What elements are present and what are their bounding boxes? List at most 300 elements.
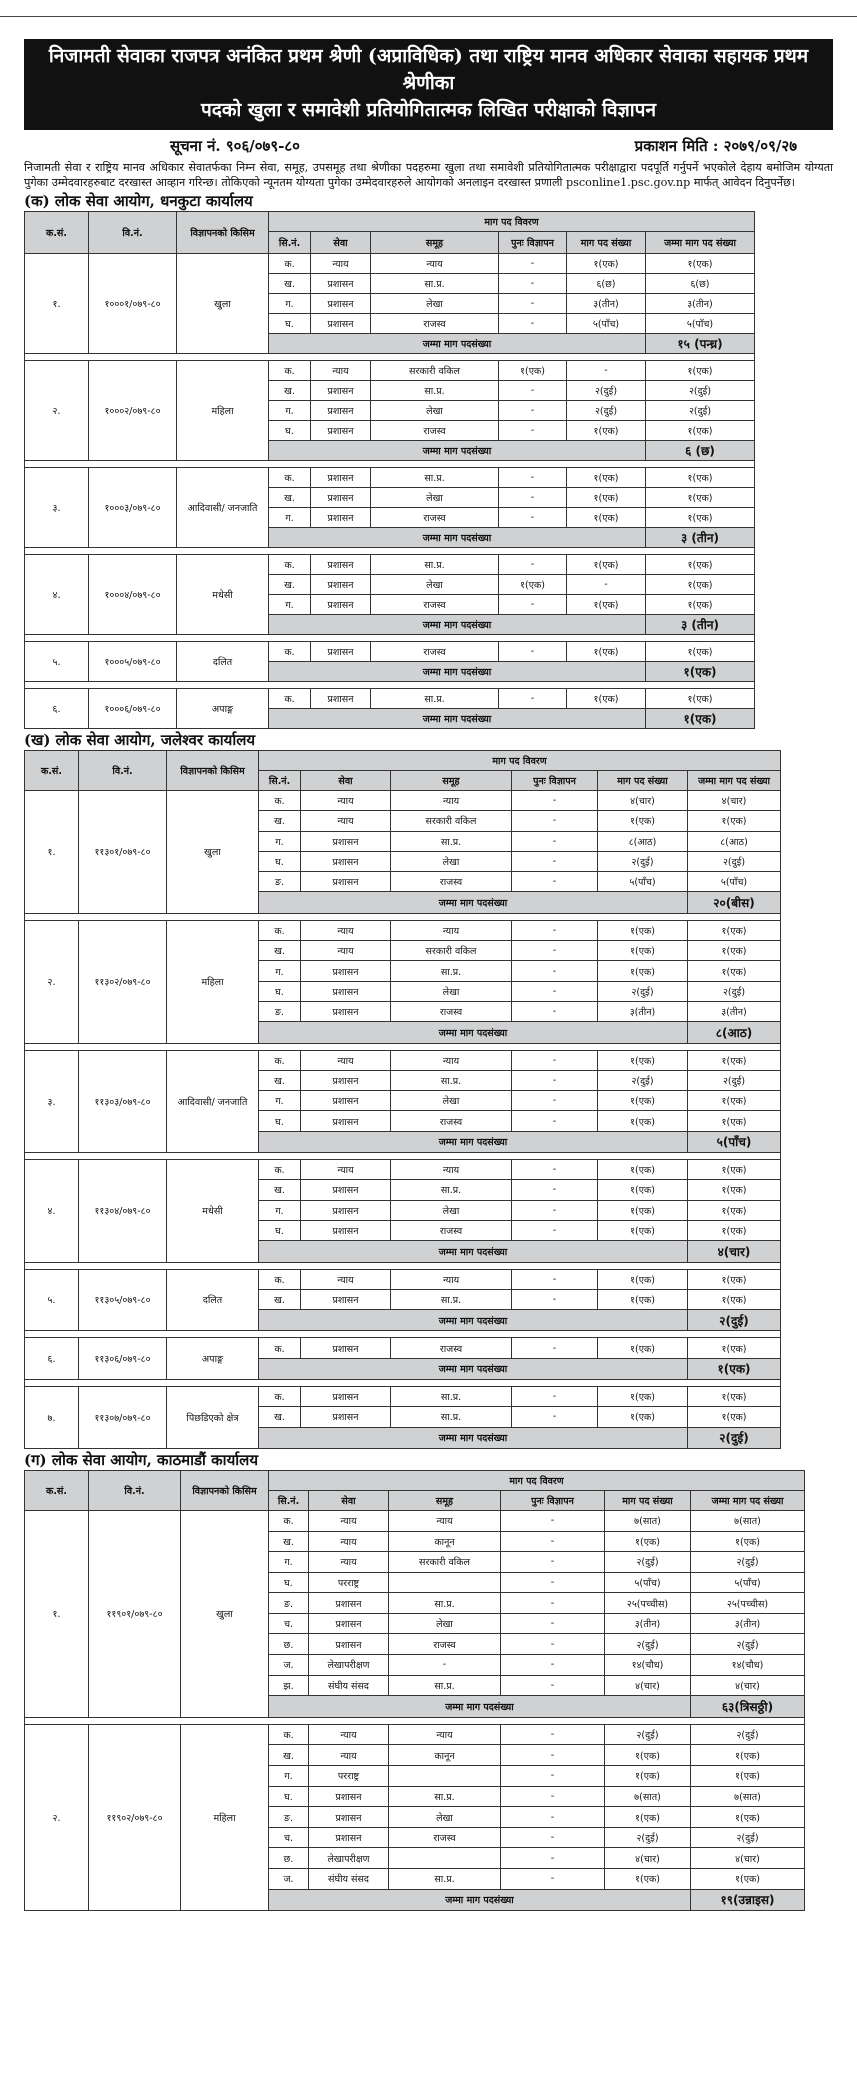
readvert-cell: - — [499, 274, 567, 294]
demand-count-cell: १(एक) — [598, 1091, 688, 1111]
readvert-cell: - — [501, 1593, 605, 1614]
advert-number-cell: १०००२/०७९-८० — [89, 361, 177, 461]
advert-type-cell: आदिवासी/ जनजाति — [167, 1050, 259, 1152]
total-count-cell: १(एक) — [688, 920, 781, 940]
demand-count-cell: १(एक) — [567, 508, 646, 528]
advert-number-cell: ११३०२/०७९-८० — [79, 920, 167, 1043]
sub-serial-cell: घ. — [269, 421, 311, 441]
service-cell: न्याय — [309, 1745, 389, 1766]
service-cell: प्रशासन — [311, 401, 371, 421]
service-cell: परराष्ट्र — [309, 1766, 389, 1787]
group-cell: सा.प्र. — [371, 555, 499, 575]
service-cell: संघीय संसद — [309, 1869, 389, 1890]
readvert-cell: - — [512, 851, 598, 871]
total-label: जम्मा माग पदसंख्या — [269, 528, 646, 548]
section-title: (ख) लोक सेवा आयोग, जलेश्वर कार्यालय — [24, 731, 256, 749]
readvert-cell: - — [512, 1289, 598, 1309]
serial-cell: २. — [25, 920, 79, 1043]
table-row — [25, 1338, 781, 1358]
service-cell: प्रशासन — [301, 1289, 391, 1309]
service-cell: प्रशासन — [311, 595, 371, 615]
advert-number-cell: १०००३/०७९-८० — [89, 468, 177, 548]
demand-count-cell: १(एक) — [605, 1869, 691, 1890]
readvert-cell: - — [499, 595, 567, 615]
advert-type-cell: महिला — [181, 1724, 269, 1910]
group-cell: सा.प्र. — [391, 1387, 512, 1407]
service-cell: प्रशासन — [301, 1338, 391, 1358]
sub-serial-cell: ख. — [269, 488, 311, 508]
total-count-cell: २(दुई) — [646, 401, 755, 421]
table-row — [25, 1160, 781, 1180]
total-value: ५(पाँच) — [688, 1131, 781, 1152]
demand-count-cell: १(एक) — [567, 488, 646, 508]
total-label: जम्मा माग पदसंख्या — [259, 1310, 688, 1331]
sub-serial-cell: ख. — [259, 1070, 301, 1090]
service-cell: प्रशासन — [311, 642, 371, 662]
service-cell: प्रशासन — [301, 1200, 391, 1220]
header-demand-count: माग पद संख्या — [598, 771, 688, 791]
group-cell: सरकारी वकिल — [371, 361, 499, 381]
service-cell: प्रशासन — [301, 831, 391, 851]
sub-serial-cell: ग. — [269, 294, 311, 314]
block-spacer — [25, 548, 755, 555]
total-label: जम्मा माग पदसंख्या — [259, 892, 688, 913]
sub-serial-cell: ख. — [269, 381, 311, 401]
group-cell: लेखा — [371, 294, 499, 314]
sub-serial-cell: ख. — [269, 575, 311, 595]
header-total-count: जम्मा माग पद संख्या — [688, 771, 781, 791]
intro-paragraph: निजामती सेवा र राष्ट्रिय मानव अधिकार सेवातर्फका निम्न सेवा, समूह, उपसमूह तथा श्रेणीका पदहरुमा खुला तथा समावेशी प्रतियोगितात्मक परीक्षाद्वारा पदपूर्ति गर्नुपर्ने भएकोले देहाय बमोजिम योग्यता पुगेका उम्मेदवारहरुबाट दरखास्त आव्हान गरिन्छ। तोकिएको न्यूनतम योग्यता पुगेका उम्मेदवारहरुले आयोगको अनलाइन दरखास्त प्रणाली psconline1.psc.gov.np मार्फत् आवेदन दिनुपर्नेछ। — [24, 161, 833, 189]
service-cell: प्रशासन — [301, 961, 391, 981]
group-cell: सा.प्र. — [389, 1869, 501, 1890]
readvert-cell: - — [512, 1180, 598, 1200]
service-cell: न्याय — [309, 1531, 389, 1552]
block-spacer — [25, 1262, 781, 1269]
advert-type-cell: अपाङ्ग — [167, 1338, 259, 1380]
advert-type-cell: अपाङ्ग — [177, 689, 269, 729]
header-vn: वि.नं. — [89, 212, 177, 254]
total-label: जम्मा माग पदसंख्या — [269, 615, 646, 635]
sub-serial-cell: क. — [259, 1338, 301, 1358]
total-count-cell: १(एक) — [688, 1387, 781, 1407]
group-cell: राजस्व — [371, 314, 499, 334]
total-count-cell: २(दुई) — [688, 851, 781, 871]
readvert-cell: - — [501, 1766, 605, 1787]
banner-line-1: निजामती सेवाका राजपत्र अनंकित प्रथम श्रेणी (अप्राविधिक) तथा राष्ट्रिय मानव अधिकार सेवाका सहायक प्रथम श्रेणीका — [48, 45, 809, 94]
header-sn: सि.नं. — [259, 771, 301, 791]
demand-count-cell: १(एक) — [605, 1531, 691, 1552]
demand-count-cell: २(दुई) — [605, 1827, 691, 1848]
readvert-cell: - — [512, 1091, 598, 1111]
advert-number-cell: १०००१/०७९-८० — [89, 254, 177, 354]
demand-table — [24, 211, 755, 729]
spacer-cell — [25, 461, 755, 468]
readvert-cell: - — [501, 1724, 605, 1745]
group-cell: सा.प्र. — [371, 689, 499, 709]
header-service: सेवा — [309, 1490, 389, 1510]
sub-serial-cell: ङ. — [259, 1001, 301, 1021]
readvert-cell: - — [512, 1001, 598, 1021]
total-count-cell: १(एक) — [688, 1200, 781, 1220]
total-label: जम्मा माग पदसंख्या — [259, 1427, 688, 1448]
service-cell: प्रशासन — [311, 314, 371, 334]
total-value: १(एक) — [688, 1358, 781, 1379]
readvert-cell: - — [512, 981, 598, 1001]
service-cell: न्याय — [301, 791, 391, 811]
readvert-cell: - — [499, 294, 567, 314]
block-spacer — [25, 354, 755, 361]
group-cell: सा.प्र. — [391, 961, 512, 981]
total-value: ८(आठ) — [688, 1022, 781, 1043]
total-count-cell: १(एक) — [691, 1869, 805, 1890]
sub-serial-cell: ख. — [259, 1289, 301, 1309]
group-cell: सा.प्र. — [371, 468, 499, 488]
table-row — [25, 361, 755, 381]
group-cell: कानून — [389, 1745, 501, 1766]
group-cell: राजस्व — [391, 1220, 512, 1240]
block-spacer — [25, 1043, 781, 1050]
sub-serial-cell: ज. — [269, 1869, 309, 1890]
sub-serial-cell: ख. — [259, 1180, 301, 1200]
readvert-cell: १(एक) — [499, 361, 567, 381]
group-cell: सा.प्र. — [391, 831, 512, 851]
section-title: (क) लोक सेवा आयोग, धनकुटा कार्यालय — [24, 192, 253, 210]
service-cell: न्याय — [301, 811, 391, 831]
spacer-cell — [25, 1262, 781, 1269]
total-count-cell: ३(तीन) — [691, 1613, 805, 1634]
table-row — [25, 1269, 781, 1289]
group-cell: लेखा — [371, 401, 499, 421]
sub-serial-cell: क. — [269, 361, 311, 381]
demand-count-cell: - — [567, 575, 646, 595]
advert-number-cell: १०००४/०७९-८० — [89, 555, 177, 635]
demand-table — [24, 750, 781, 1449]
advert-type-cell: खुला — [167, 791, 259, 914]
total-value: १(एक) — [646, 709, 755, 729]
group-cell: सा.प्र. — [391, 1180, 512, 1200]
demand-count-cell: २(दुई) — [567, 381, 646, 401]
table-row — [25, 689, 755, 709]
service-cell: लेखापरीक्षण — [309, 1848, 389, 1869]
block-spacer — [25, 1331, 781, 1338]
group-cell: न्याय — [389, 1724, 501, 1745]
service-cell: प्रशासन — [309, 1634, 389, 1655]
total-label: जम्मा माग पदसंख्या — [269, 1889, 691, 1911]
demand-count-cell: ३(तीन) — [567, 294, 646, 314]
demand-count-cell: १(एक) — [598, 1289, 688, 1309]
readvert-cell: - — [501, 1869, 605, 1890]
advert-type-cell: पिछडिएको क्षेत्र — [167, 1387, 259, 1449]
service-cell: न्याय — [301, 941, 391, 961]
demand-count-cell: १(एक) — [567, 421, 646, 441]
header-demand-count: माग पद संख्या — [605, 1490, 691, 1510]
demand-count-cell: १(एक) — [605, 1766, 691, 1787]
group-cell: न्याय — [389, 1510, 501, 1531]
sub-serial-cell: घ. — [269, 314, 311, 334]
serial-cell: २. — [25, 1724, 89, 1910]
serial-cell: ५. — [25, 642, 89, 682]
table-row — [25, 1510, 805, 1531]
demand-count-cell: १(एक) — [598, 1111, 688, 1131]
service-cell: प्रशासन — [311, 689, 371, 709]
service-cell: न्याय — [309, 1510, 389, 1531]
total-count-cell: १(एक) — [646, 575, 755, 595]
demand-count-cell: ३(तीन) — [598, 1001, 688, 1021]
service-cell: परराष्ट्र — [309, 1572, 389, 1593]
advert-type-cell: खुला — [181, 1510, 269, 1717]
header-group: समूह — [389, 1490, 501, 1510]
demand-count-cell: २५(पच्चीस) — [605, 1593, 691, 1614]
group-cell: लेखा — [391, 1200, 512, 1220]
service-cell: प्रशासन — [301, 1180, 391, 1200]
sub-serial-cell: क. — [259, 1269, 301, 1289]
serial-cell: ४. — [25, 1160, 79, 1262]
block-spacer — [25, 1153, 781, 1160]
notice-line — [170, 136, 797, 156]
spacer-cell — [25, 913, 781, 920]
advert-number-cell: ११३०४/०७९-८० — [79, 1160, 167, 1262]
sub-serial-cell: ग. — [259, 831, 301, 851]
serial-cell: १. — [25, 1510, 89, 1717]
readvert-cell: - — [501, 1510, 605, 1531]
serial-cell: ७. — [25, 1387, 79, 1449]
group-cell: सा.प्र. — [389, 1786, 501, 1807]
readvert-cell: - — [499, 254, 567, 274]
demand-count-cell: ७(सात) — [605, 1786, 691, 1807]
header-sn: सि.नं. — [269, 1490, 309, 1510]
service-cell: प्रशासन — [311, 508, 371, 528]
header-service: सेवा — [311, 232, 371, 254]
header-total-count: जम्मा माग पद संख्या — [691, 1490, 805, 1510]
advert-type-cell: खुला — [177, 254, 269, 354]
advert-number-cell: ११९०२/०७९-८० — [89, 1724, 181, 1910]
readvert-cell: - — [499, 401, 567, 421]
readvert-cell: - — [501, 1807, 605, 1828]
total-count-cell: १(एक) — [646, 689, 755, 709]
serial-cell: ३. — [25, 1050, 79, 1152]
readvert-cell: - — [501, 1675, 605, 1696]
total-count-cell: २५(पच्चीस) — [691, 1593, 805, 1614]
group-cell: राजस्व — [391, 1111, 512, 1131]
group-cell: लेखा — [391, 851, 512, 871]
sub-serial-cell: क. — [259, 1050, 301, 1070]
header-demand-details: माग पद विवरण — [269, 212, 755, 232]
service-cell: प्रशासन — [309, 1593, 389, 1614]
sub-serial-cell: क. — [269, 642, 311, 662]
sub-serial-cell: ख. — [269, 274, 311, 294]
sub-serial-cell: क. — [259, 1160, 301, 1180]
advert-type-cell: आदिवासी/ जनजाति — [177, 468, 269, 548]
sub-serial-cell: क. — [259, 791, 301, 811]
header-vn: वि.नं. — [79, 751, 167, 791]
total-count-cell: २(दुई) — [688, 1070, 781, 1090]
serial-cell: १. — [25, 791, 79, 914]
sub-serial-cell: ख. — [269, 1531, 309, 1552]
total-label: जम्मा माग पदसंख्या — [269, 441, 646, 461]
total-label: जम्मा माग पदसंख्या — [259, 1241, 688, 1262]
demand-count-cell: २(दुई) — [598, 981, 688, 1001]
header-sn: सि.नं. — [269, 232, 311, 254]
group-cell: सरकारी वकिल — [389, 1552, 501, 1573]
sub-serial-cell: च. — [269, 1613, 309, 1634]
group-cell: न्याय — [391, 1050, 512, 1070]
sub-serial-cell: क. — [259, 920, 301, 940]
sub-serial-cell: ख. — [259, 1407, 301, 1427]
service-cell: प्रशासन — [301, 851, 391, 871]
group-cell: सा.प्र. — [389, 1593, 501, 1614]
demand-count-cell: १(एक) — [598, 1050, 688, 1070]
service-cell: प्रशासन — [309, 1786, 389, 1807]
readvert-cell: - — [512, 1407, 598, 1427]
sub-serial-cell: क. — [269, 689, 311, 709]
demand-count-cell: ५(पाँच) — [598, 872, 688, 892]
group-cell: लेखा — [391, 1091, 512, 1111]
sub-serial-cell: क. — [269, 1724, 309, 1745]
demand-count-cell: १(एक) — [598, 961, 688, 981]
service-cell: प्रशासन — [309, 1613, 389, 1634]
service-cell: न्याय — [301, 1160, 391, 1180]
sub-serial-cell: ङ. — [269, 1807, 309, 1828]
service-cell: प्रशासन — [311, 488, 371, 508]
demand-count-cell: ८(आठ) — [598, 831, 688, 851]
demand-count-cell: १४(चौध) — [605, 1655, 691, 1676]
total-count-cell: १(एक) — [691, 1807, 805, 1828]
total-value: १५ (पन्ध्र) — [646, 334, 755, 354]
demand-count-cell: २(दुई) — [605, 1634, 691, 1655]
service-cell: न्याय — [301, 1050, 391, 1070]
advert-number-cell: १०००६/०७९-८० — [89, 689, 177, 729]
spacer-cell — [25, 1043, 781, 1050]
service-cell: प्रशासन — [311, 381, 371, 401]
readvert-cell: १(एक) — [499, 575, 567, 595]
demand-count-cell: १(एक) — [598, 920, 688, 940]
total-count-cell: १(एक) — [688, 1338, 781, 1358]
block-spacer — [25, 1380, 781, 1387]
sub-serial-cell: घ. — [269, 1572, 309, 1593]
demand-count-cell: १(एक) — [605, 1745, 691, 1766]
total-label: जम्मा माग पदसंख्या — [269, 1696, 691, 1718]
advert-number-cell: ११९०१/०७९-८० — [89, 1510, 181, 1717]
header-readvert: पुनः विज्ञापन — [512, 771, 598, 791]
spacer-cell — [25, 354, 755, 361]
table-row — [25, 791, 781, 811]
advert-number-cell: ११३०१/०७९-८० — [79, 791, 167, 914]
service-cell: प्रशासन — [301, 1407, 391, 1427]
total-value: १९(उन्नाइस) — [691, 1889, 805, 1911]
block-spacer — [25, 1717, 805, 1724]
demand-count-cell: ४(चार) — [605, 1848, 691, 1869]
header-demand-details: माग पद विवरण — [269, 1470, 805, 1490]
total-count-cell: ७(सात) — [691, 1510, 805, 1531]
header-total-count: जम्मा माग पद संख्या — [646, 232, 755, 254]
sub-serial-cell: घ. — [259, 851, 301, 871]
advert-type-cell: महिला — [177, 361, 269, 461]
total-count-cell: ५(पाँच) — [688, 872, 781, 892]
sub-serial-cell: ज. — [269, 1655, 309, 1676]
demand-count-cell: ३(तीन) — [605, 1613, 691, 1634]
total-count-cell: ४(चार) — [691, 1848, 805, 1869]
total-count-cell: १(एक) — [646, 642, 755, 662]
readvert-cell: - — [512, 811, 598, 831]
sub-serial-cell: क. — [259, 1387, 301, 1407]
readvert-cell: - — [512, 961, 598, 981]
total-label: जम्मा माग पदसंख्या — [269, 662, 646, 682]
sub-serial-cell: ग. — [259, 961, 301, 981]
header-service: सेवा — [301, 771, 391, 791]
spacer-cell — [25, 635, 755, 642]
header-group: समूह — [371, 232, 499, 254]
group-cell: लेखा — [371, 488, 499, 508]
sub-serial-cell: ग. — [269, 401, 311, 421]
total-value: ४(चार) — [688, 1241, 781, 1262]
serial-cell: १. — [25, 254, 89, 354]
group-cell: राजस्व — [371, 642, 499, 662]
demand-count-cell: १(एक) — [567, 468, 646, 488]
group-cell — [389, 1766, 501, 1787]
total-count-cell: १(एक) — [688, 1180, 781, 1200]
service-cell: प्रशासन — [301, 1001, 391, 1021]
group-cell: लेखा — [391, 981, 512, 1001]
readvert-cell: - — [499, 381, 567, 401]
group-cell: न्याय — [391, 791, 512, 811]
sub-serial-cell: घ. — [259, 1220, 301, 1240]
total-count-cell: ५(पाँच) — [691, 1572, 805, 1593]
sub-serial-cell: घ. — [259, 981, 301, 1001]
total-count-cell: २(दुई) — [691, 1552, 805, 1573]
demand-count-cell: १(एक) — [567, 555, 646, 575]
total-label: जम्मा माग पदसंख्या — [269, 709, 646, 729]
group-cell: सा.प्र. — [389, 1675, 501, 1696]
header-type: विज्ञापनको किसिम — [167, 751, 259, 791]
service-cell: प्रशासन — [301, 1220, 391, 1240]
block-spacer — [25, 682, 755, 689]
sub-serial-cell: ख. — [259, 811, 301, 831]
readvert-cell: - — [512, 941, 598, 961]
header-readvert: पुनः विज्ञापन — [501, 1490, 605, 1510]
spacer-cell — [25, 1380, 781, 1387]
readvert-cell: - — [512, 872, 598, 892]
sub-serial-cell: ग. — [259, 1091, 301, 1111]
total-label: जम्मा माग पदसंख्या — [269, 334, 646, 354]
sub-serial-cell: झ. — [269, 1675, 309, 1696]
demand-count-cell: २(दुई) — [605, 1724, 691, 1745]
demand-count-cell: १(एक) — [567, 254, 646, 274]
section-title: (ग) लोक सेवा आयोग, काठमाडौं कार्यालय — [24, 1450, 259, 1469]
readvert-cell: - — [512, 1111, 598, 1131]
block-spacer — [25, 461, 755, 468]
serial-cell: ३. — [25, 468, 89, 548]
demand-count-cell: १(एक) — [598, 1269, 688, 1289]
service-cell: न्याय — [311, 254, 371, 274]
readvert-cell: - — [512, 1070, 598, 1090]
readvert-cell: - — [501, 1552, 605, 1573]
total-count-cell: १(एक) — [688, 941, 781, 961]
total-count-cell: २(दुई) — [691, 1634, 805, 1655]
serial-cell: २. — [25, 361, 89, 461]
total-count-cell: १(एक) — [688, 1220, 781, 1240]
header-group: समूह — [391, 771, 512, 791]
table-row — [25, 254, 755, 274]
sub-serial-cell: ख. — [259, 941, 301, 961]
service-cell: प्रशासन — [309, 1827, 389, 1848]
readvert-cell: - — [501, 1655, 605, 1676]
total-value: ६ (छ) — [646, 441, 755, 461]
service-cell: प्रशासन — [311, 421, 371, 441]
service-cell: प्रशासन — [301, 981, 391, 1001]
total-count-cell: ८(आठ) — [688, 831, 781, 851]
group-cell: सा.प्र. — [371, 274, 499, 294]
header-ks: क.सं. — [25, 751, 79, 791]
